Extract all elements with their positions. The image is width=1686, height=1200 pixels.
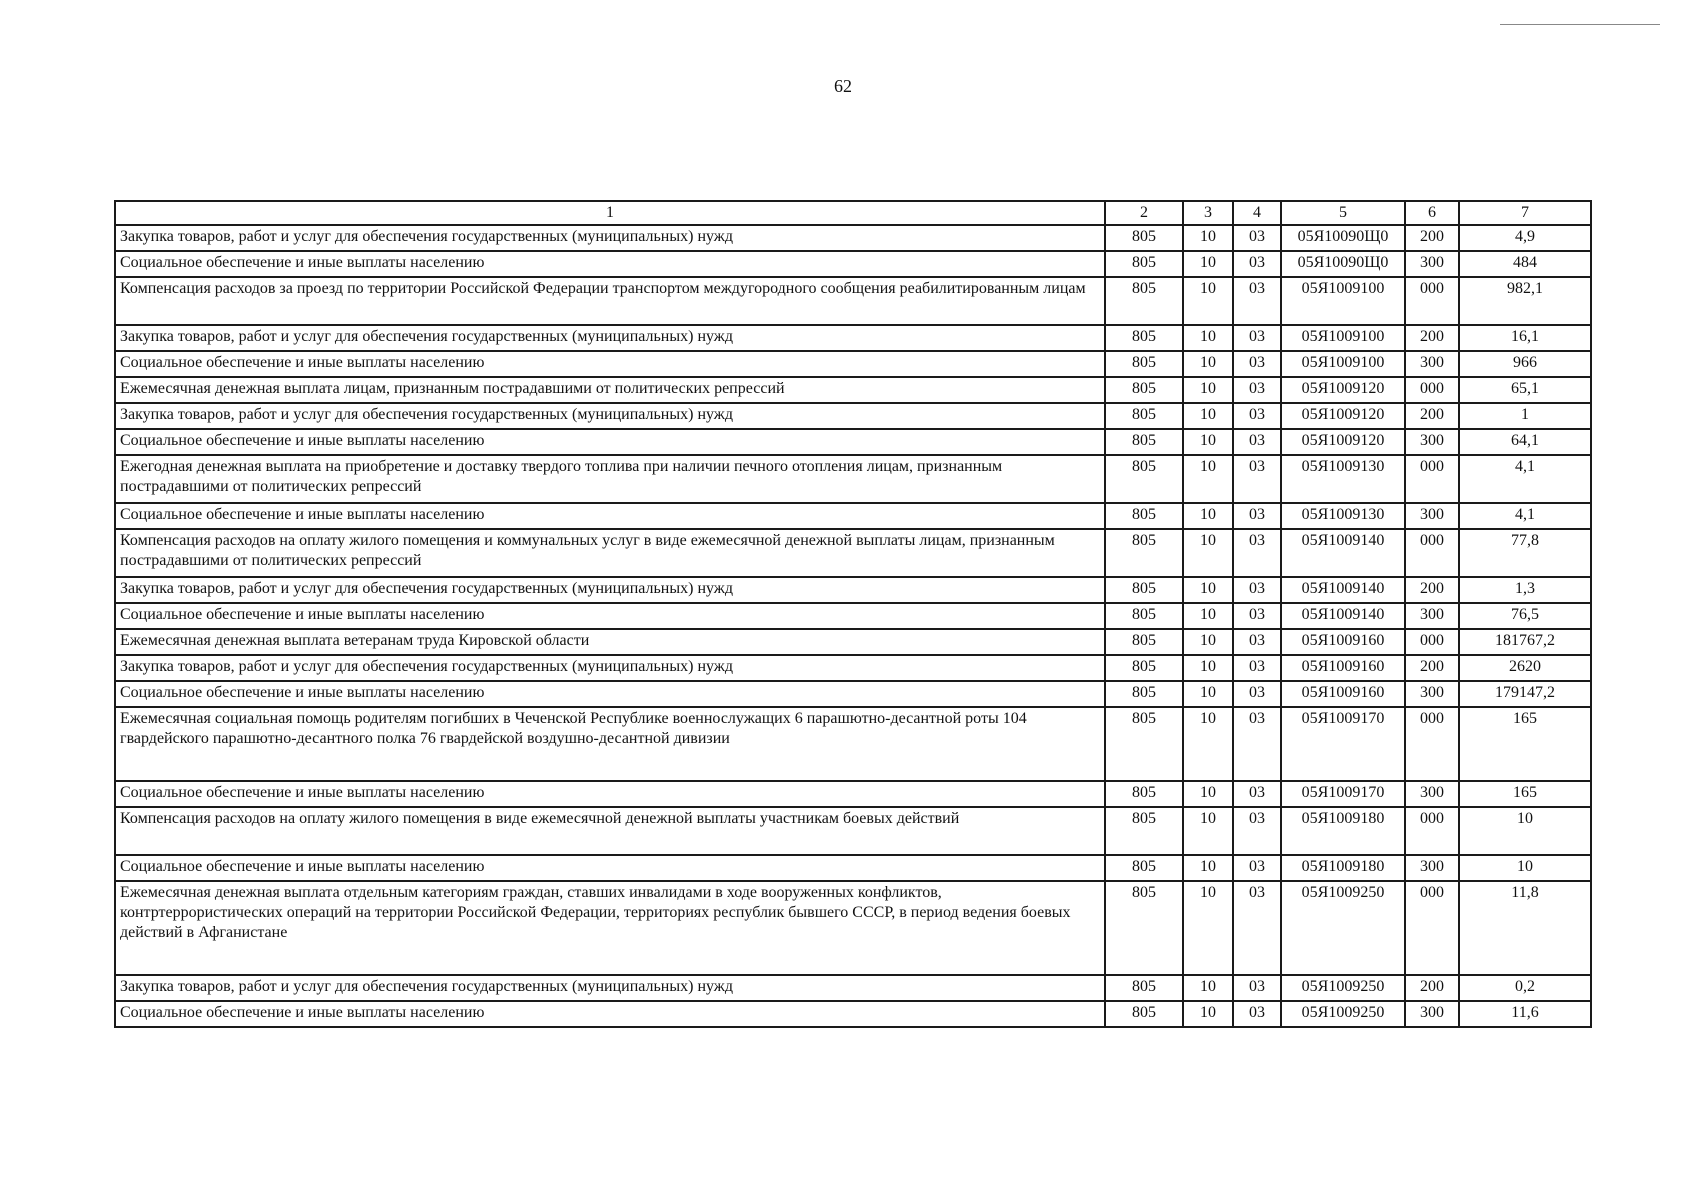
row-code-c3: 10 <box>1183 655 1233 681</box>
row-name: Ежемесячная денежная выплата лицам, признанным пострадавшими от политических репрессий <box>115 377 1105 403</box>
table-row <box>115 403 1591 429</box>
row-sum: 4,1 <box>1459 503 1591 529</box>
row-name: Социальное обеспечение и иные выплаты населению <box>115 681 1105 707</box>
header-cell: 6 <box>1405 201 1459 225</box>
row-code-c6: 000 <box>1405 707 1459 781</box>
row-name: Компенсация расходов на оплату жилого помещения в виде ежемесячной денежной выплаты участникам боевых действий <box>115 807 1105 855</box>
row-code-c4: 03 <box>1233 503 1281 529</box>
row-sum: 4,9 <box>1459 225 1591 251</box>
row-code-c6: 000 <box>1405 807 1459 855</box>
row-sum: 10 <box>1459 807 1591 855</box>
row-sum: 1 <box>1459 403 1591 429</box>
row-code-c3: 10 <box>1183 325 1233 351</box>
row-name: Социальное обеспечение и иные выплаты населению <box>115 781 1105 807</box>
table-row <box>115 251 1591 277</box>
row-code-c3: 10 <box>1183 807 1233 855</box>
row-code-c4: 03 <box>1233 781 1281 807</box>
row-name: Ежегодная денежная выплата на приобретение и доставку твердого топлива при наличии печного отопления лицам, признанным пострадавшими от политических репрессий <box>115 455 1105 503</box>
row-sum: 165 <box>1459 781 1591 807</box>
row-code-c6: 200 <box>1405 577 1459 603</box>
row-code-c6: 300 <box>1405 251 1459 277</box>
row-code-c5: 05Я1009140 <box>1281 577 1405 603</box>
row-code-c4: 03 <box>1233 681 1281 707</box>
row-code-c5: 05Я1009120 <box>1281 377 1405 403</box>
row-code-c5: 05Я10090Щ0 <box>1281 225 1405 251</box>
scan-edge-line <box>1500 24 1660 25</box>
row-code-c6: 000 <box>1405 377 1459 403</box>
row-code-c6: 200 <box>1405 325 1459 351</box>
row-code-c3: 10 <box>1183 781 1233 807</box>
row-name: Компенсация расходов на оплату жилого помещения и коммунальных услуг в виде ежемесячной денежной выплаты лицам, признанным пострадавшими от политических репрессий <box>115 529 1105 577</box>
table-row <box>115 781 1591 807</box>
row-name: Социальное обеспечение и иные выплаты населению <box>115 855 1105 881</box>
row-code-c2: 805 <box>1105 975 1183 1001</box>
table-row <box>115 681 1591 707</box>
row-code-c6: 300 <box>1405 429 1459 455</box>
table-row <box>115 807 1591 855</box>
row-code-c2: 805 <box>1105 629 1183 655</box>
row-code-c2: 805 <box>1105 251 1183 277</box>
row-code-c4: 03 <box>1233 277 1281 325</box>
row-code-c5: 05Я1009250 <box>1281 881 1405 975</box>
row-code-c2: 805 <box>1105 225 1183 251</box>
row-code-c6: 200 <box>1405 975 1459 1001</box>
row-sum: 1,3 <box>1459 577 1591 603</box>
row-code-c6: 300 <box>1405 503 1459 529</box>
row-code-c2: 805 <box>1105 403 1183 429</box>
header-cell: 7 <box>1459 201 1591 225</box>
row-sum: 966 <box>1459 351 1591 377</box>
row-code-c3: 10 <box>1183 577 1233 603</box>
row-name: Социальное обеспечение и иные выплаты населению <box>115 503 1105 529</box>
row-code-c6: 000 <box>1405 455 1459 503</box>
row-code-c3: 10 <box>1183 681 1233 707</box>
row-code-c5: 05Я1009100 <box>1281 325 1405 351</box>
row-code-c4: 03 <box>1233 655 1281 681</box>
row-code-c6: 300 <box>1405 603 1459 629</box>
row-code-c3: 10 <box>1183 1001 1233 1027</box>
row-code-c3: 10 <box>1183 529 1233 577</box>
row-sum: 179147,2 <box>1459 681 1591 707</box>
row-code-c2: 805 <box>1105 577 1183 603</box>
row-code-c2: 805 <box>1105 377 1183 403</box>
row-code-c4: 03 <box>1233 351 1281 377</box>
row-code-c6: 000 <box>1405 529 1459 577</box>
row-name: Закупка товаров, работ и услуг для обеспечения государственных (муниципальных) нужд <box>115 577 1105 603</box>
table-row <box>115 881 1591 975</box>
row-code-c2: 805 <box>1105 707 1183 781</box>
row-name: Ежемесячная денежная выплата ветеранам труда Кировской области <box>115 629 1105 655</box>
row-code-c6: 000 <box>1405 277 1459 325</box>
row-code-c5: 05Я10090Щ0 <box>1281 251 1405 277</box>
row-code-c2: 805 <box>1105 855 1183 881</box>
table-row <box>115 503 1591 529</box>
row-code-c6: 200 <box>1405 403 1459 429</box>
row-name: Компенсация расходов за проезд по территории Российской Федерации транспортом междугородного сообщения реабилитированным лицам <box>115 277 1105 325</box>
row-sum: 76,5 <box>1459 603 1591 629</box>
row-code-c3: 10 <box>1183 603 1233 629</box>
row-code-c3: 10 <box>1183 429 1233 455</box>
row-code-c4: 03 <box>1233 603 1281 629</box>
row-code-c5: 05Я1009250 <box>1281 975 1405 1001</box>
row-sum: 11,6 <box>1459 1001 1591 1027</box>
row-code-c3: 10 <box>1183 707 1233 781</box>
row-code-c6: 300 <box>1405 681 1459 707</box>
row-code-c4: 03 <box>1233 377 1281 403</box>
row-code-c3: 10 <box>1183 881 1233 975</box>
row-sum: 165 <box>1459 707 1591 781</box>
row-code-c2: 805 <box>1105 455 1183 503</box>
row-sum: 10 <box>1459 855 1591 881</box>
row-code-c4: 03 <box>1233 577 1281 603</box>
table-row <box>115 529 1591 577</box>
header-cell: 5 <box>1281 201 1405 225</box>
row-sum: 11,8 <box>1459 881 1591 975</box>
row-name: Закупка товаров, работ и услуг для обеспечения государственных (муниципальных) нужд <box>115 655 1105 681</box>
row-name: Закупка товаров, работ и услуг для обеспечения государственных (муниципальных) нужд <box>115 403 1105 429</box>
row-code-c6: 200 <box>1405 655 1459 681</box>
row-code-c3: 10 <box>1183 455 1233 503</box>
row-code-c2: 805 <box>1105 503 1183 529</box>
row-code-c6: 300 <box>1405 1001 1459 1027</box>
row-code-c6: 300 <box>1405 855 1459 881</box>
row-code-c2: 805 <box>1105 781 1183 807</box>
table-row <box>115 325 1591 351</box>
header-cell: 1 <box>115 201 1105 225</box>
row-code-c2: 805 <box>1105 655 1183 681</box>
row-code-c4: 03 <box>1233 855 1281 881</box>
row-code-c5: 05Я1009160 <box>1281 655 1405 681</box>
table-row <box>115 655 1591 681</box>
row-name: Социальное обеспечение и иные выплаты населению <box>115 603 1105 629</box>
row-code-c5: 05Я1009140 <box>1281 529 1405 577</box>
row-sum: 982,1 <box>1459 277 1591 325</box>
row-code-c2: 805 <box>1105 807 1183 855</box>
table-row <box>115 429 1591 455</box>
table-row <box>115 975 1591 1001</box>
row-code-c4: 03 <box>1233 251 1281 277</box>
row-code-c5: 05Я1009180 <box>1281 855 1405 881</box>
row-code-c2: 805 <box>1105 681 1183 707</box>
row-code-c5: 05Я1009160 <box>1281 681 1405 707</box>
table-row <box>115 577 1591 603</box>
row-code-c2: 805 <box>1105 603 1183 629</box>
row-code-c6: 000 <box>1405 629 1459 655</box>
row-name: Закупка товаров, работ и услуг для обеспечения государственных (муниципальных) нужд <box>115 225 1105 251</box>
row-code-c4: 03 <box>1233 403 1281 429</box>
row-code-c5: 05Я1009170 <box>1281 707 1405 781</box>
row-code-c2: 805 <box>1105 529 1183 577</box>
row-code-c3: 10 <box>1183 503 1233 529</box>
row-code-c3: 10 <box>1183 855 1233 881</box>
row-code-c3: 10 <box>1183 225 1233 251</box>
row-code-c4: 03 <box>1233 455 1281 503</box>
table-row <box>115 1001 1591 1027</box>
table-row <box>115 603 1591 629</box>
row-sum: 484 <box>1459 251 1591 277</box>
row-code-c5: 05Я1009140 <box>1281 603 1405 629</box>
row-code-c3: 10 <box>1183 629 1233 655</box>
table-row <box>115 455 1591 503</box>
row-sum: 0,2 <box>1459 975 1591 1001</box>
row-code-c2: 805 <box>1105 325 1183 351</box>
row-name: Закупка товаров, работ и услуг для обеспечения государственных (муниципальных) нужд <box>115 325 1105 351</box>
row-code-c2: 805 <box>1105 351 1183 377</box>
table-row <box>115 377 1591 403</box>
budget-table <box>114 200 1592 1028</box>
row-code-c4: 03 <box>1233 325 1281 351</box>
table-row <box>115 351 1591 377</box>
row-code-c5: 05Я1009130 <box>1281 455 1405 503</box>
row-code-c4: 03 <box>1233 881 1281 975</box>
row-name: Социальное обеспечение и иные выплаты населению <box>115 351 1105 377</box>
row-code-c6: 200 <box>1405 225 1459 251</box>
row-code-c3: 10 <box>1183 403 1233 429</box>
row-code-c5: 05Я1009170 <box>1281 781 1405 807</box>
row-sum: 2620 <box>1459 655 1591 681</box>
row-name: Социальное обеспечение и иные выплаты населению <box>115 1001 1105 1027</box>
page-number: 62 <box>834 76 852 96</box>
row-code-c5: 05Я1009100 <box>1281 351 1405 377</box>
row-code-c2: 805 <box>1105 429 1183 455</box>
row-code-c5: 05Я1009250 <box>1281 1001 1405 1027</box>
row-code-c4: 03 <box>1233 429 1281 455</box>
row-name: Ежемесячная денежная выплата отдельным категориям граждан, ставших инвалидами в ходе вооруженных конфликтов, контртеррористических операций на территории Российской Федерации, территориях республик бывшего СССР, в период ведения боевых действий в Афганистане <box>115 881 1105 975</box>
row-sum: 181767,2 <box>1459 629 1591 655</box>
row-sum: 64,1 <box>1459 429 1591 455</box>
row-code-c2: 805 <box>1105 881 1183 975</box>
table-row <box>115 855 1591 881</box>
row-sum: 16,1 <box>1459 325 1591 351</box>
row-code-c2: 805 <box>1105 277 1183 325</box>
row-code-c6: 300 <box>1405 351 1459 377</box>
table-row <box>115 629 1591 655</box>
row-code-c4: 03 <box>1233 529 1281 577</box>
table-row <box>115 707 1591 781</box>
row-code-c3: 10 <box>1183 975 1233 1001</box>
row-sum: 65,1 <box>1459 377 1591 403</box>
row-name: Ежемесячная социальная помощь родителям погибших в Чеченской Республике военнослужащих 6 парашютно-десантной роты 104 гвардейского парашютно-десантного полка 76 гвардейской воздушно-десантной дивизии <box>115 707 1105 781</box>
table-row <box>115 225 1591 251</box>
header-cell: 4 <box>1233 201 1281 225</box>
row-code-c3: 10 <box>1183 277 1233 325</box>
row-code-c2: 805 <box>1105 1001 1183 1027</box>
row-code-c5: 05Я1009100 <box>1281 277 1405 325</box>
row-code-c3: 10 <box>1183 251 1233 277</box>
row-code-c3: 10 <box>1183 377 1233 403</box>
row-code-c6: 300 <box>1405 781 1459 807</box>
row-name: Социальное обеспечение и иные выплаты населению <box>115 251 1105 277</box>
row-code-c5: 05Я1009130 <box>1281 503 1405 529</box>
header-cell: 2 <box>1105 201 1183 225</box>
row-code-c4: 03 <box>1233 629 1281 655</box>
table-row <box>115 277 1591 325</box>
row-code-c4: 03 <box>1233 1001 1281 1027</box>
table-header-row <box>115 201 1591 225</box>
row-code-c5: 05Я1009120 <box>1281 403 1405 429</box>
header-cell: 3 <box>1183 201 1233 225</box>
row-name: Социальное обеспечение и иные выплаты населению <box>115 429 1105 455</box>
row-code-c3: 10 <box>1183 351 1233 377</box>
row-code-c4: 03 <box>1233 807 1281 855</box>
row-sum: 77,8 <box>1459 529 1591 577</box>
row-code-c6: 000 <box>1405 881 1459 975</box>
row-code-c5: 05Я1009180 <box>1281 807 1405 855</box>
row-code-c4: 03 <box>1233 707 1281 781</box>
row-code-c5: 05Я1009120 <box>1281 429 1405 455</box>
row-name: Закупка товаров, работ и услуг для обеспечения государственных (муниципальных) нужд <box>115 975 1105 1001</box>
row-code-c5: 05Я1009160 <box>1281 629 1405 655</box>
row-code-c4: 03 <box>1233 225 1281 251</box>
row-sum: 4,1 <box>1459 455 1591 503</box>
row-code-c4: 03 <box>1233 975 1281 1001</box>
